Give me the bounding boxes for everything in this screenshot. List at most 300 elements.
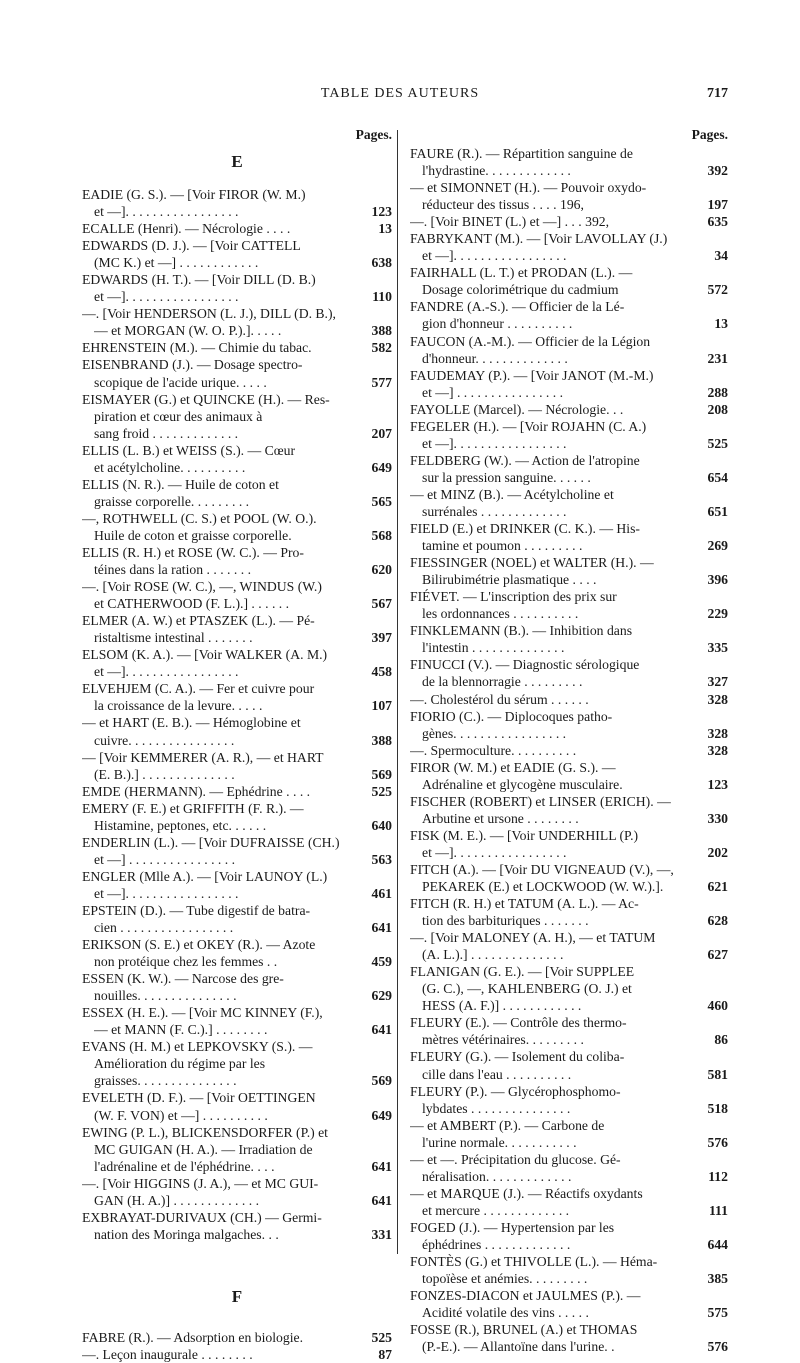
index-entry [410, 1219, 728, 1253]
entry-text: et —]. . . . . . . . . . . . . . . . . [94, 885, 239, 901]
entry-page: 649 [371, 1107, 392, 1123]
entry-line [410, 315, 728, 332]
entry-line [82, 408, 392, 425]
entry-line [82, 476, 392, 493]
entry-line [82, 254, 392, 271]
entry-text: éphédrines . . . . . . . . . . . . . [422, 1237, 571, 1252]
entry-text: l'urine normale. . . . . . . . . . . [422, 1134, 577, 1150]
entry-page: 328 [707, 742, 728, 758]
entry-line [82, 697, 392, 714]
entry-line [410, 281, 728, 298]
entry-line [82, 578, 392, 595]
entry-text: — et MINZ (B.). — Acétylcholine et [410, 486, 614, 502]
entry-page: 641 [371, 920, 392, 936]
entry-line [410, 691, 728, 708]
entry-text: FLEURY (E.). — Contrôle des thermo- [410, 1015, 627, 1031]
left-column [82, 126, 392, 1363]
entry-text: — et SIMONNET (H.). — Pouvoir oxydo- [410, 180, 647, 196]
entry-line [82, 493, 392, 510]
entry-line [410, 333, 728, 350]
entry-page: 651 [707, 503, 728, 519]
entry-page: 388 [371, 732, 392, 748]
entry-text: EMDE (HERMANN). — Ephédrine . . . . [82, 783, 311, 799]
entry-text: —. [Voir HIGGINS (J. A.), — et MC GUI- [82, 1175, 319, 1191]
entry-line [410, 1236, 728, 1253]
entry-line [410, 1270, 728, 1287]
right-column [410, 126, 728, 1355]
entry-page: 568 [371, 527, 392, 543]
index-entry [82, 578, 392, 612]
index-entry [410, 1287, 728, 1321]
entry-text: FELDBERG (W.). — Action de l'atropine [410, 452, 640, 468]
entry-line [410, 418, 728, 435]
entry-line [410, 384, 728, 401]
entry-text: — et MANN (F. C.).] . . . . . . . . [94, 1022, 268, 1038]
entry-line [410, 1100, 728, 1117]
entry-text: ENDERLIN (L.). — [Voir DUFRAISSE (CH.) [82, 834, 340, 850]
entry-text: et —] . . . . . . . . . . . . . . . . [422, 384, 564, 400]
entry-page: 640 [371, 817, 392, 833]
entry-line [82, 987, 392, 1004]
entry-line [410, 929, 728, 946]
entry-text: et —]. . . . . . . . . . . . . . . . . [94, 664, 239, 680]
entry-page: 582 [371, 340, 392, 356]
entry-text: l'intestin . . . . . . . . . . . . . . [422, 640, 565, 656]
entry-line [82, 544, 392, 561]
entry-line [410, 1014, 728, 1031]
entry-page: 628 [707, 913, 728, 929]
index-entry [82, 186, 392, 220]
entry-text: ECALLE (Henri). — Nécrologie . . . . [82, 221, 291, 237]
entry-text: et —]. . . . . . . . . . . . . . . . . [422, 435, 567, 451]
entry-text: et —] . . . . . . . . . . . . . . . . [94, 851, 236, 867]
index-entry [410, 929, 728, 963]
entry-text: et —]. . . . . . . . . . . . . . . . . [94, 289, 239, 305]
entry-page: 576 [707, 1339, 728, 1355]
entry-line [82, 1175, 392, 1192]
entry-page: 110 [372, 289, 392, 305]
index-entry [410, 1014, 728, 1048]
entry-text: l'hydrastine. . . . . . . . . . . . . [422, 163, 571, 179]
index-entry [410, 1048, 728, 1082]
entry-page: 13 [714, 316, 728, 332]
entry-line [82, 1021, 392, 1038]
entry-line [410, 861, 728, 878]
entry-page: 525 [707, 435, 728, 451]
entry-line [82, 919, 392, 936]
entry-text: (A. L.).] . . . . . . . . . . . . . . [422, 947, 564, 963]
entry-page: 649 [371, 459, 392, 475]
entry-line [82, 374, 392, 391]
running-title: TABLE DES AUTEURS [320, 86, 480, 101]
index-entry [410, 861, 728, 895]
index-entry [410, 708, 728, 742]
entry-line [82, 1192, 392, 1209]
entry-line [410, 230, 728, 247]
entry-page: 461 [371, 885, 392, 901]
entry-line [82, 1329, 392, 1346]
entry-page: 638 [371, 255, 392, 271]
index-entry [82, 646, 392, 680]
entry-text: ELLIS (L. B.) et WEISS (S.). — Cœur [82, 442, 296, 458]
entry-line [410, 1304, 728, 1321]
entry-line [82, 220, 392, 237]
entry-text: FONZES-DIACON et JAULMES (P.). — [410, 1288, 641, 1304]
entry-text: ELMER (A. W.) et PTASZEK (L.). — Pé- [82, 613, 315, 629]
entry-page: 575 [707, 1305, 728, 1321]
entry-text: —. [Voir MALONEY (A. H.), — et TATUM [410, 930, 656, 946]
entry-text: FINUCCI (V.). — Diagnostic sérologique [410, 657, 640, 673]
entry-line [410, 1219, 728, 1236]
entries-e [82, 186, 392, 1243]
entry-line [410, 537, 728, 554]
index-entry [82, 356, 392, 390]
entry-line [82, 612, 392, 629]
index-entry [82, 1089, 392, 1123]
entry-page: 644 [707, 1237, 728, 1252]
entry-page: 397 [371, 630, 392, 646]
entry-line [82, 834, 392, 851]
entry-text: FAUDEMAY (P.). — [Voir JANOT (M.-M.) [410, 367, 654, 383]
entry-page: 112 [708, 1168, 728, 1184]
entry-text: Huile de coton et graisse corporelle. [94, 527, 292, 543]
entry-line [82, 237, 392, 254]
index-entry [82, 970, 392, 1004]
index-entry [410, 452, 728, 486]
index-entry [82, 868, 392, 902]
entry-page: 13 [378, 221, 392, 237]
entry-page: 335 [707, 640, 728, 656]
column-divider [397, 130, 398, 1254]
index-entry [410, 401, 728, 418]
index-entry [410, 895, 728, 929]
entry-text: FAYOLLE (Marcel). — Nécrologie. . . [410, 401, 624, 417]
index-entry [82, 1038, 392, 1089]
index-entry [82, 800, 392, 834]
entry-line [410, 1185, 728, 1202]
index-entry [410, 333, 728, 367]
entry-text: FONTÈS (G.) et THIVOLLE (L.). — Héma- [410, 1254, 658, 1270]
index-entry [410, 691, 728, 708]
entry-text: FAURE (R.). — Répartition sanguine de [410, 146, 633, 161]
entry-text: FABRYKANT (M.). — [Voir LAVOLLAY (J.) [410, 231, 668, 247]
entry-line [410, 725, 728, 742]
index-entry [410, 179, 728, 213]
entry-text: EPSTEIN (D.). — Tube digestif de batra- [82, 902, 311, 918]
index-entry [410, 298, 728, 332]
index-entry [82, 510, 392, 544]
entry-text: —. Cholestérol du sérum . . . . . . [410, 691, 589, 707]
entry-text: —. [Voir BINET (L.) et —] . . . 392, [410, 214, 610, 230]
entry-line [82, 510, 392, 527]
entry-line [410, 1066, 728, 1083]
index-entry [82, 339, 392, 356]
entry-page: 207 [371, 425, 392, 441]
entry-page: 123 [371, 204, 392, 220]
entry-text: —. [Voir ROSE (W. C.), —, WINDUS (W.) [82, 579, 322, 595]
entry-line [82, 1209, 392, 1226]
entry-text: — et HART (E. B.). — Hémoglobine et [82, 715, 301, 731]
entry-line [82, 817, 392, 834]
entry-text: —. [Voir HENDERSON (L. J.), DILL (D. B.), [82, 306, 336, 322]
entry-line [410, 1117, 728, 1134]
entry-page: 123 [707, 776, 728, 792]
index-entry [82, 220, 392, 237]
entry-text: (E. B.).] . . . . . . . . . . . . . . [94, 766, 235, 782]
index-entry [82, 749, 392, 783]
entry-line [82, 527, 392, 544]
entry-page: 569 [371, 766, 392, 782]
entry-page: 385 [707, 1271, 728, 1287]
index-entry [410, 264, 728, 298]
entry-text: ristaltisme intestinal . . . . . . . [94, 630, 253, 646]
entry-page: 641 [371, 1158, 392, 1174]
entry-text: —. Leçon inaugurale . . . . . . . . [82, 1346, 253, 1362]
entry-text: FOSSE (R.), BRUNEL (A.) et THOMAS [410, 1322, 638, 1338]
entry-line [410, 1083, 728, 1100]
entry-text: Adrénaline et glycogène musculaire. [422, 776, 623, 792]
entry-text: topoïèse et anémies. . . . . . . . . [422, 1271, 588, 1287]
entry-text: les ordonnances . . . . . . . . . . [422, 606, 579, 622]
page-header [0, 86, 800, 106]
entry-line [410, 1321, 728, 1338]
entry-line [82, 288, 392, 305]
entry-text: FEGELER (H.). — [Voir ROJAHN (C. A.) [410, 418, 647, 434]
entry-text: Bilirubimétrie plasmatique . . . . [422, 572, 597, 588]
entry-line [410, 827, 728, 844]
entry-text: EXBRAYAT-DURIVAUX (CH.) — Germi- [82, 1209, 322, 1225]
entry-text: lybdates . . . . . . . . . . . . . . . [422, 1100, 571, 1116]
entry-page: 197 [707, 197, 728, 213]
entry-line [82, 663, 392, 680]
section-letter-f: F [231, 1286, 243, 1306]
entry-line [82, 851, 392, 868]
index-entry [82, 476, 392, 510]
index-entry [410, 145, 728, 179]
entry-text: EDWARDS (D. J.). — [Voir CATTELL [82, 238, 301, 254]
entry-line [410, 844, 728, 861]
entry-page: 34 [714, 248, 728, 264]
entry-text: Histamine, peptones, etc. . . . . . [94, 817, 267, 833]
entry-text: FIÉVET. — L'inscription des prix sur [410, 589, 617, 605]
entry-page: 86 [714, 1032, 728, 1048]
entry-line [410, 946, 728, 963]
entry-page: 231 [707, 350, 728, 366]
index-entry [82, 305, 392, 339]
index-entry [82, 902, 392, 936]
entry-line [410, 196, 728, 213]
entry-line [82, 970, 392, 987]
index-entry [82, 442, 392, 476]
entry-line [82, 1004, 392, 1021]
entry-line [82, 391, 392, 408]
entry-line [410, 810, 728, 827]
section-letter-e: E [231, 152, 243, 171]
entry-text: et —]. . . . . . . . . . . . . . . . . [422, 844, 567, 860]
index-entry [82, 271, 392, 305]
index-entry [410, 213, 728, 230]
entry-text: cien . . . . . . . . . . . . . . . . . [94, 920, 234, 936]
index-entry [410, 1321, 728, 1355]
entry-text: cuivre. . . . . . . . . . . . . . . . [94, 732, 235, 748]
index-entry [410, 656, 728, 690]
index-entry [410, 588, 728, 622]
entry-page: 107 [371, 698, 392, 714]
entry-text: FLEURY (G.). — Isolement du coliba- [410, 1049, 625, 1065]
entry-line [410, 162, 728, 179]
entry-text: — et MORGAN (W. O. P.).]. . . . . [94, 323, 282, 339]
entry-text: l'adrénaline et de l'éphédrine. . . . [94, 1158, 275, 1174]
entry-line [410, 1031, 728, 1048]
entry-line [82, 1226, 392, 1243]
entry-text: ELLIS (N. R.). — Huile de coton et [82, 476, 279, 492]
entry-line [82, 936, 392, 953]
entry-text: et CATHERWOOD (F. L.).] . . . . . . [94, 596, 290, 612]
entry-line [82, 1072, 392, 1089]
entry-line [410, 1253, 728, 1270]
entry-line [410, 367, 728, 384]
entry-text: surrénales . . . . . . . . . . . . . [422, 503, 567, 519]
index-entry [410, 520, 728, 554]
entry-page: 396 [707, 572, 728, 588]
entry-line [410, 264, 728, 281]
entry-line [82, 629, 392, 646]
entry-text: sang froid . . . . . . . . . . . . . [94, 425, 239, 441]
entry-text: FLEURY (P.). — Glycérophosphomo- [410, 1083, 621, 1099]
entry-text: — et MARQUE (J.). — Réactifs oxydants [410, 1185, 643, 1201]
index-entry [410, 827, 728, 861]
entry-line [410, 997, 728, 1014]
entry-line [82, 749, 392, 766]
entry-page: 330 [707, 810, 728, 826]
entry-line [410, 145, 728, 162]
entry-text: de la blennorragie . . . . . . . . . [422, 674, 583, 690]
entry-page: 388 [371, 323, 392, 339]
entry-text: FAUCON (A.-M.). — Officier de la Légion [410, 333, 651, 349]
entry-text: FISK (M. E.). — [Voir UNDERHILL (P.) [410, 827, 639, 843]
entry-line [82, 203, 392, 220]
entry-line [82, 902, 392, 919]
entry-line [410, 350, 728, 367]
entry-page: 572 [707, 282, 728, 298]
entry-page: 202 [707, 844, 728, 860]
index-entry [410, 622, 728, 656]
entry-text: Amélioration du régime par les [94, 1056, 266, 1072]
entry-line [410, 1338, 728, 1355]
entry-text: Arbutine et ursone . . . . . . . . [422, 810, 579, 826]
entry-line [82, 561, 392, 578]
entries-right [410, 145, 728, 1355]
entry-text: (G. C.), —, KAHLENBERG (O. J.) et [422, 981, 632, 997]
index-entry [82, 834, 392, 868]
entry-text: téines dans la ration . . . . . . . [94, 562, 251, 578]
page-number: 717 [707, 86, 728, 101]
entry-line [410, 179, 728, 196]
index-entry [410, 1185, 728, 1219]
entry-text: ELSOM (K. A.). — [Voir WALKER (A. M.) [82, 647, 328, 663]
index-entry [82, 544, 392, 578]
entry-text: FIROR (W. M.) et EADIE (G. S.). — [410, 759, 616, 775]
entry-line [410, 554, 728, 571]
entry-page: 328 [707, 691, 728, 707]
entry-text: FLANIGAN (G. E.). — [Voir SUPPLEE [410, 964, 635, 980]
entry-line [410, 708, 728, 725]
entry-line [410, 401, 728, 418]
entry-line [410, 1202, 728, 1219]
entry-page: 641 [371, 1192, 392, 1208]
entry-line [82, 680, 392, 697]
index-entry [410, 759, 728, 793]
entry-line [82, 1089, 392, 1106]
entry-text: Acidité volatile des vins . . . . . [422, 1305, 589, 1321]
entry-page: 620 [371, 562, 392, 578]
entry-text: (MC K.) et —] . . . . . . . . . . . . [94, 255, 259, 271]
entry-line [410, 452, 728, 469]
entry-text: —, ROTHWELL (C. S.) et POOL (W. O.). [82, 510, 317, 526]
entry-line [410, 469, 728, 486]
entry-text: FIORIO (C.). — Diplocoques patho- [410, 708, 613, 724]
entry-line [410, 520, 728, 537]
entry-text: — [Voir KEMMERER (A. R.), — et HART [82, 749, 324, 765]
index-entry [82, 714, 392, 748]
entry-line [410, 878, 728, 895]
entry-line [410, 895, 728, 912]
entry-line [82, 186, 392, 203]
entry-page: 569 [371, 1073, 392, 1089]
entry-text: nation des Moringa malgaches. . . [94, 1226, 279, 1242]
entry-page: 627 [707, 947, 728, 963]
entry-line [82, 1124, 392, 1141]
pages-label-left: Pages. [355, 127, 392, 142]
entry-text: mètres vétérinaires. . . . . . . . . [422, 1032, 584, 1048]
entry-text: ELLIS (R. H.) et ROSE (W. C.). — Pro- [82, 544, 304, 560]
entry-text: scopique de l'acide urique. . . . . [94, 374, 267, 390]
index-entry [410, 554, 728, 588]
entry-text: FAIRHALL (L. T.) et PRODAN (L.). — [410, 265, 633, 281]
entry-page: 621 [707, 879, 728, 895]
index-entry [410, 1253, 728, 1287]
entry-text: réducteur des tissus . . . . 196, [422, 197, 584, 213]
entry-page: 635 [707, 214, 728, 230]
entry-page: 563 [371, 851, 392, 867]
entry-page: 565 [371, 493, 392, 509]
entry-text: piration et cœur des animaux à [94, 408, 263, 424]
entry-text: et acétylcholine. . . . . . . . . . [94, 459, 246, 475]
entry-page: 111 [708, 1202, 728, 1218]
entry-line [82, 783, 392, 800]
entry-line [410, 980, 728, 997]
entry-line [82, 1055, 392, 1072]
entry-line [410, 742, 728, 759]
entry-text: EWING (P. L.), BLICKENSDORFER (P.) et [82, 1124, 328, 1140]
entry-line [410, 247, 728, 264]
index-entry [82, 1329, 392, 1346]
entry-page: 654 [707, 469, 728, 485]
entry-line [82, 953, 392, 970]
entry-line [82, 459, 392, 476]
entry-page: 518 [707, 1100, 728, 1116]
entry-line [410, 1048, 728, 1065]
entry-text: GAN (H. A.)] . . . . . . . . . . . . . [94, 1192, 259, 1208]
entry-line [410, 912, 728, 929]
index-entry [410, 1117, 728, 1151]
entry-line [410, 588, 728, 605]
entry-line [410, 1151, 728, 1168]
entry-text: ESSEN (K. W.). — Narcose des gre- [82, 971, 284, 987]
entry-page: 327 [707, 674, 728, 690]
entry-line [82, 800, 392, 817]
entry-line [410, 571, 728, 588]
